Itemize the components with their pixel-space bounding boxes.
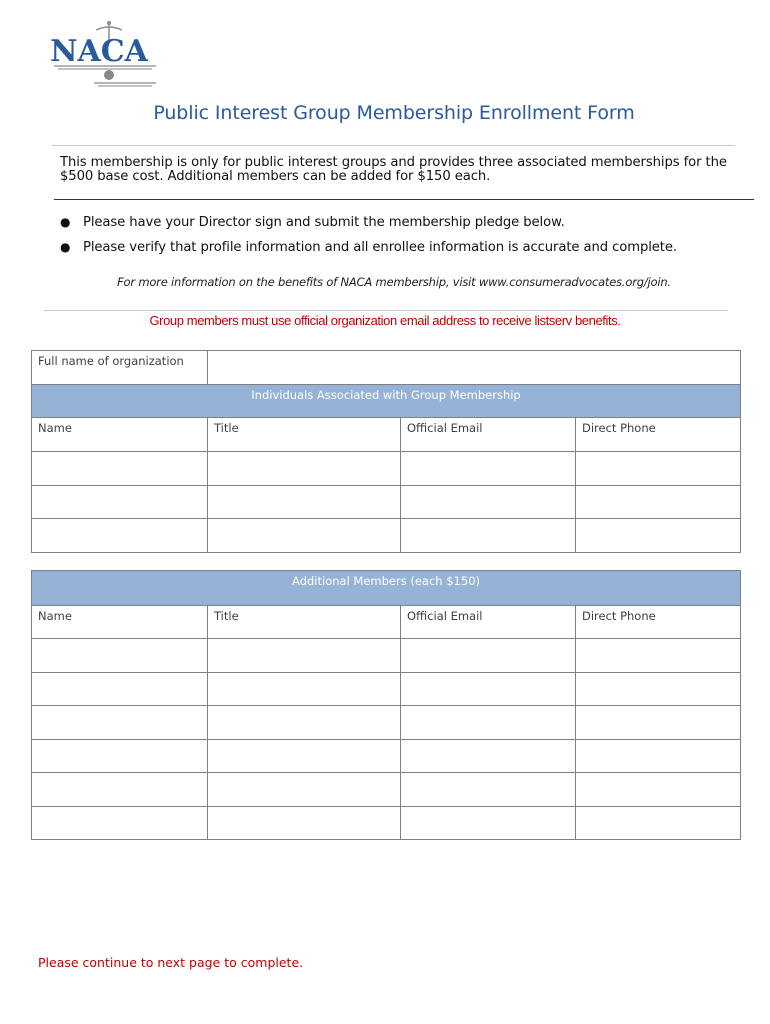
divider (52, 145, 735, 146)
bullet-icon: ● (60, 215, 71, 229)
name-field[interactable] (32, 639, 208, 673)
divider (54, 199, 754, 200)
title-field[interactable] (208, 807, 401, 840)
phone-field[interactable] (576, 706, 741, 740)
email-field[interactable] (401, 673, 576, 706)
phone-field[interactable] (576, 486, 741, 519)
email-field[interactable] (401, 706, 576, 740)
column-header-title: Title (208, 418, 401, 452)
phone-field[interactable] (576, 519, 741, 553)
phone-field[interactable] (576, 673, 741, 706)
email-field[interactable] (401, 452, 576, 486)
title-field[interactable] (208, 486, 401, 519)
org-name-field[interactable] (208, 351, 741, 385)
table-row (32, 773, 741, 807)
phone-field[interactable] (576, 773, 741, 807)
name-field[interactable] (32, 740, 208, 773)
column-header-phone: Direct Phone (576, 418, 741, 452)
name-field[interactable] (32, 519, 208, 553)
title-field[interactable] (208, 519, 401, 553)
column-header-phone: Direct Phone (576, 606, 741, 639)
table-row (32, 452, 741, 486)
name-field[interactable] (32, 673, 208, 706)
table-row (32, 740, 741, 773)
email-field[interactable] (401, 519, 576, 553)
svg-text:NACA: NACA (50, 34, 148, 69)
org-name-label: Full name of organization (32, 351, 208, 385)
table-row (32, 807, 741, 840)
email-field[interactable] (401, 740, 576, 773)
title-field[interactable] (208, 673, 401, 706)
bullet-icon: ● (60, 240, 71, 254)
email-field[interactable] (401, 639, 576, 673)
table-row (32, 706, 741, 740)
title-field[interactable] (208, 740, 401, 773)
email-field[interactable] (401, 807, 576, 840)
phone-field[interactable] (576, 740, 741, 773)
column-header-email: Official Email (401, 418, 576, 452)
table-row (32, 486, 741, 519)
table-row (32, 639, 741, 673)
list-item: ● Please have your Director sign and submit the membership pledge below. (60, 210, 760, 235)
column-header-name: Name (32, 606, 208, 639)
column-header-name: Name (32, 418, 208, 452)
phone-field[interactable] (576, 807, 741, 840)
name-field[interactable] (32, 486, 208, 519)
name-field[interactable] (32, 706, 208, 740)
section-heading: Additional Members (each $150) (32, 571, 741, 606)
more-info-text: For more information on the benefits of NACA membership, visit www.consumeradvocates.org/join. (117, 275, 671, 289)
email-field[interactable] (401, 773, 576, 807)
list-item: ● Please verify that profile information and all enrollee information is accurate and complete. (60, 235, 760, 260)
phone-field[interactable] (576, 639, 741, 673)
email-notice: Group members must use official organization email address to receive listserv benefits. (149, 313, 621, 328)
name-field[interactable] (32, 807, 208, 840)
instruction-list (60, 210, 760, 260)
additional-members-table (31, 570, 741, 840)
intro-text: This membership is only for public interest groups and provides three associated memberships for the $500 base cost. Additional members can be added for $150 each. (60, 155, 727, 184)
title-field[interactable] (208, 706, 401, 740)
table-row (32, 519, 741, 553)
phone-field[interactable] (576, 452, 741, 486)
title-field[interactable] (208, 773, 401, 807)
divider (44, 310, 728, 311)
section-heading: Individuals Associated with Group Membership (32, 385, 741, 418)
column-header-title: Title (208, 606, 401, 639)
email-field[interactable] (401, 486, 576, 519)
title-field[interactable] (208, 639, 401, 673)
naca-logo (36, 20, 162, 90)
individuals-table (31, 350, 741, 553)
page-title: Public Interest Group Membership Enrollment Form (153, 102, 635, 124)
table-row (32, 673, 741, 706)
column-header-email: Official Email (401, 606, 576, 639)
name-field[interactable] (32, 452, 208, 486)
title-field[interactable] (208, 452, 401, 486)
scales-of-justice-icon (36, 20, 162, 90)
name-field[interactable] (32, 773, 208, 807)
continue-note: Please continue to next page to complete. (38, 955, 304, 970)
